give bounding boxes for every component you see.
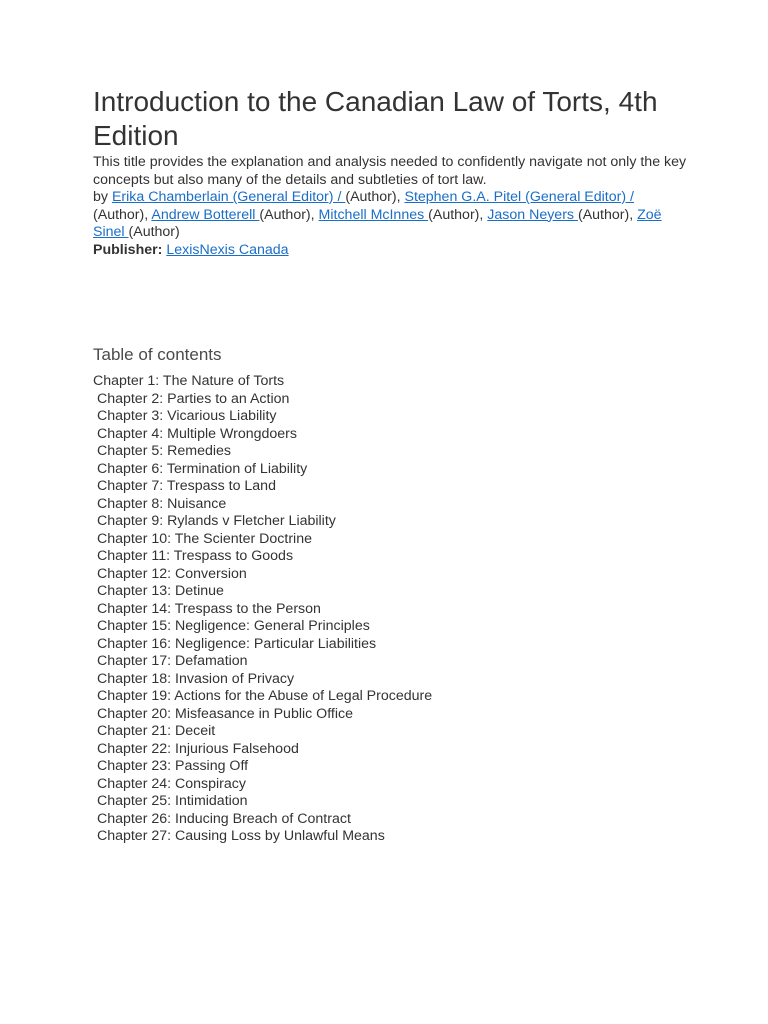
author-role: (Author),: [345, 189, 405, 205]
toc-item: Chapter 10: The Scienter Doctrine: [93, 530, 312, 547]
toc-item: Chapter 17: Defamation: [93, 653, 248, 669]
toc-item: Chapter 23: Passing Off: [93, 758, 249, 774]
toc-item: Chapter 22: Injurious Falsehood: [93, 740, 299, 757]
author-link-sinel[interactable]: Zoë Sinel: [93, 206, 662, 240]
by-label: by: [93, 189, 112, 205]
author-role: (Author): [128, 224, 180, 240]
toc-heading: Table of contents: [93, 345, 222, 364]
toc-item: Chapter 5: Remedies: [93, 443, 232, 459]
publisher-link[interactable]: LexisNexis Canada: [166, 241, 289, 258]
publisher-label: Publisher:: [93, 241, 163, 258]
toc-item: Chapter 14: Trespass to the Person: [93, 600, 321, 617]
author-role: (Author),: [259, 206, 319, 223]
toc-item: Chapter 13: Detinue: [93, 583, 224, 599]
publisher-line: [93, 242, 693, 260]
toc-item: Chapter 6: Termination of Liability: [93, 460, 308, 477]
toc-item: Chapter 11: Trespass to Goods: [93, 548, 294, 564]
toc-list: [93, 373, 432, 846]
author-line: [93, 189, 693, 242]
toc-item: Chapter 19: Actions for the Abuse of Legal Procedure: [93, 688, 433, 704]
toc-item: Chapter 20: Misfeasance in Public Office: [93, 705, 353, 722]
author-link-pitel[interactable]: Stephen G.A. Pitel (General Editor) /: [404, 189, 634, 205]
author-link-botterell[interactable]: Andrew Botterell: [151, 206, 260, 223]
author-role: (Author),: [93, 206, 152, 223]
toc-item: Chapter 3: Vicarious Liability: [93, 408, 277, 424]
author-role: (Author),: [577, 206, 638, 223]
toc-item: Chapter 4: Multiple Wrongdoers: [93, 425, 297, 442]
toc-item: Chapter 1: The Nature of Torts: [93, 373, 285, 389]
toc-item: Chapter 9: Rylands v Fletcher Liability: [93, 513, 336, 529]
toc-item: Chapter 15: Negligence: General Principles: [93, 618, 370, 634]
toc-item: Chapter 18: Invasion of Privacy: [93, 670, 295, 687]
document-page: [93, 85, 693, 844]
toc-item: Chapter 12: Conversion: [93, 565, 247, 582]
toc-item: Chapter 27: Causing Loss by Unlawful Means: [93, 828, 385, 844]
book-description: This title provides the explanation and analysis needed to confidently navigate not only the key concepts but also many of the details and subtleties of tort law.: [93, 154, 687, 188]
author-role: (Author),: [428, 206, 488, 223]
toc-item: Chapter 25: Intimidation: [93, 793, 248, 809]
author-link-chamberlain[interactable]: Erika Chamberlain (General Editor) /: [111, 189, 346, 205]
toc-item: Chapter 21: Deceit: [93, 723, 216, 739]
toc-item: Chapter 8: Nuisance: [93, 495, 227, 512]
page-title: Introduction to the Canadian Law of Torts, 4th Edition: [93, 86, 658, 151]
author-link-neyers[interactable]: Jason Neyers: [487, 206, 578, 223]
toc-item: Chapter 26: Inducing Breach of Contract: [93, 810, 351, 827]
toc-item: Chapter 7: Trespass to Land: [93, 478, 276, 494]
toc-item: Chapter 24: Conspiracy: [93, 775, 246, 792]
toc-item: Chapter 2: Parties to an Action: [93, 390, 290, 407]
toc-item: Chapter 16: Negligence: Particular Liabilities: [93, 635, 377, 652]
author-link-mcinnes[interactable]: Mitchell McInnes: [318, 206, 429, 223]
